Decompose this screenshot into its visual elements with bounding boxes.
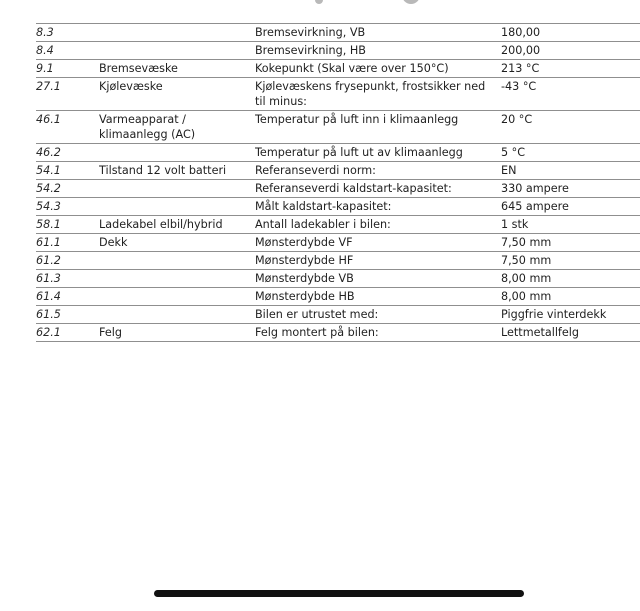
measurement-description: Referanseverdi kaldstart-kapasitet:: [255, 180, 501, 198]
measurement-value: 180,00: [501, 24, 640, 42]
measurement-value: 7,50 mm: [501, 252, 640, 270]
item-code: 61.1: [36, 234, 99, 252]
table-row: [36, 270, 640, 288]
item-code: 27.1: [36, 78, 99, 111]
cropped-glyph: [315, 0, 323, 4]
table-row: [36, 24, 640, 42]
component-name: Kjølevæske: [99, 78, 255, 111]
measurement-description: Mønsterdybde HB: [255, 288, 501, 306]
item-code: 9.1: [36, 60, 99, 78]
measurement-value: 20 °C: [501, 111, 640, 144]
item-code: 61.3: [36, 270, 99, 288]
cropped-header-fragment: [0, 0, 640, 4]
measurement-description: Mønsterdybde VB: [255, 270, 501, 288]
table-row: [36, 111, 640, 144]
table-row: [36, 198, 640, 216]
component-name: [99, 24, 255, 42]
table-row: [36, 162, 640, 180]
item-code: 61.5: [36, 306, 99, 324]
measurement-description: Mønsterdybde HF: [255, 252, 501, 270]
component-name: [99, 270, 255, 288]
item-code: 8.3: [36, 24, 99, 42]
component-name: Tilstand 12 volt batteri: [99, 162, 255, 180]
table-row: [36, 42, 640, 60]
item-code: 54.1: [36, 162, 99, 180]
measurement-value: 5 °C: [501, 144, 640, 162]
measurement-description: Bremsevirkning, VB: [255, 24, 501, 42]
component-name: [99, 180, 255, 198]
component-name: Felg: [99, 324, 255, 342]
component-name: [99, 306, 255, 324]
measurement-value: 7,50 mm: [501, 234, 640, 252]
item-code: 61.4: [36, 288, 99, 306]
table-row: [36, 144, 640, 162]
measurement-description: Målt kaldstart-kapasitet:: [255, 198, 501, 216]
item-code: 46.1: [36, 111, 99, 144]
component-name: [99, 288, 255, 306]
component-name: [99, 42, 255, 60]
measurement-value: 200,00: [501, 42, 640, 60]
component-name: Ladekabel elbil/hybrid: [99, 216, 255, 234]
measurement-description: Bremsevirkning, HB: [255, 42, 501, 60]
table-row: [36, 180, 640, 198]
measurement-description: Felg montert på bilen:: [255, 324, 501, 342]
measurement-value: EN: [501, 162, 640, 180]
measurement-description: Kjølevæskens frysepunkt, frostsikker ned til minus:: [255, 78, 501, 111]
item-code: 46.2: [36, 144, 99, 162]
component-name: Dekk: [99, 234, 255, 252]
table-row: [36, 216, 640, 234]
measurement-description: Temperatur på luft inn i klimaanlegg: [255, 111, 501, 144]
measurement-description: Referanseverdi norm:: [255, 162, 501, 180]
measurement-value: Lettmetallfelg: [501, 324, 640, 342]
measurement-description: Antall ladekabler i bilen:: [255, 216, 501, 234]
table-row: [36, 252, 640, 270]
table-row: [36, 78, 640, 111]
item-code: 54.3: [36, 198, 99, 216]
item-code: 58.1: [36, 216, 99, 234]
measurement-value: 1 stk: [501, 216, 640, 234]
measurement-value: 8,00 mm: [501, 270, 640, 288]
component-name: [99, 198, 255, 216]
component-name: [99, 252, 255, 270]
measurement-value: 645 ampere: [501, 198, 640, 216]
item-code: 62.1: [36, 324, 99, 342]
table-row: [36, 324, 640, 342]
table-row: [36, 234, 640, 252]
item-code: 8.4: [36, 42, 99, 60]
inspection-results-table: [36, 23, 640, 342]
table-row: [36, 306, 640, 324]
measurement-value: 330 ampere: [501, 180, 640, 198]
component-name: [99, 144, 255, 162]
measurement-value: 8,00 mm: [501, 288, 640, 306]
measurement-description: Kokepunkt (Skal være over 150°C): [255, 60, 501, 78]
home-indicator-bar[interactable]: [154, 590, 524, 597]
component-name: Bremsevæske: [99, 60, 255, 78]
measurement-description: Bilen er utrustet med:: [255, 306, 501, 324]
cropped-glyph: [402, 0, 420, 4]
measurement-description: Mønsterdybde VF: [255, 234, 501, 252]
component-name: Varmeapparat / klimaanlegg (AC): [99, 111, 255, 144]
item-code: 61.2: [36, 252, 99, 270]
measurement-value: Piggfrie vinterdekk: [501, 306, 640, 324]
measurement-value: 213 °C: [501, 60, 640, 78]
measurement-description: Temperatur på luft ut av klimaanlegg: [255, 144, 501, 162]
measurement-value: -43 °C: [501, 78, 640, 111]
item-code: 54.2: [36, 180, 99, 198]
table-row: [36, 60, 640, 78]
table-row: [36, 288, 640, 306]
